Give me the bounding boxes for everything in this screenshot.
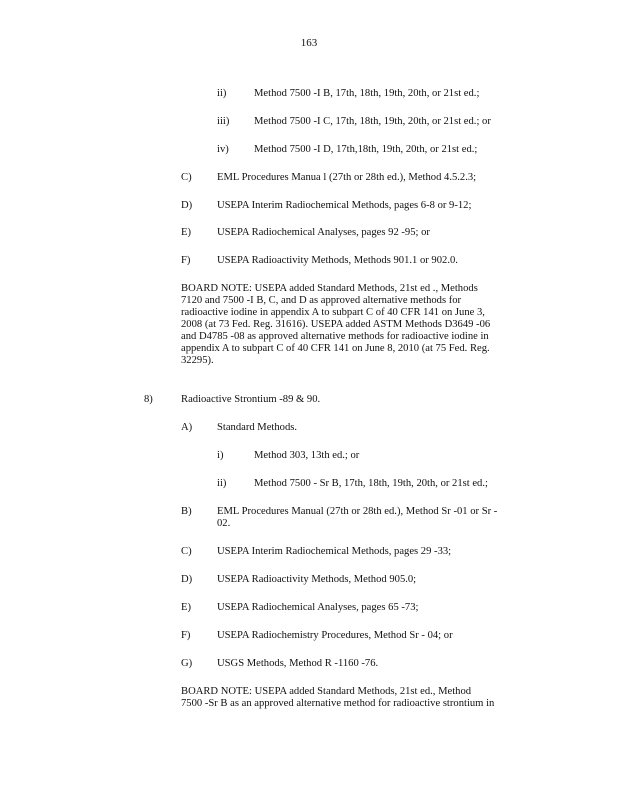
note-line: 7500 -Sr B as an approved alternative method for radioactive strontium in — [181, 698, 495, 709]
subsection-text: EML Procedures Manual (27th or 28th ed.), Method Sr -01 or Sr - — [217, 506, 498, 517]
subsection-text: EML Procedures Manua l (27th or 28th ed.), Method 4.5.2.3; — [217, 172, 477, 183]
subsection-text: USEPA Radioactivity Methods, Methods 901.1 or 902.0. — [217, 255, 458, 266]
subsection-marker: D) — [181, 200, 193, 211]
section-title: Radioactive Strontium -89 & 90. — [181, 394, 321, 405]
subsection-marker: A) — [181, 422, 193, 433]
note-line: and D4785 -08 as approved alternative methods for radioactive iodine in — [181, 331, 489, 342]
item-text: Method 303, 13th ed.; or — [254, 450, 360, 461]
subsection-text: USEPA Radiochemical Analyses, pages 65 -73; — [217, 602, 419, 613]
subsection-text-continued: 02. — [217, 518, 231, 529]
subsection-marker: C) — [181, 172, 192, 183]
subsection-marker: C) — [181, 546, 192, 557]
page-number: 163 — [300, 37, 318, 49]
item-marker: ii) — [217, 88, 227, 99]
note-line: 2008 (at 73 Fed. Reg. 31616). USEPA added ASTM Methods D3649 -06 — [181, 319, 491, 330]
subsection-text: Standard Methods. — [217, 422, 298, 433]
subsection-marker: E) — [181, 227, 191, 238]
item-marker: iv) — [217, 144, 229, 155]
note-line: appendix A to subpart C of 40 CFR 141 on June 8, 2010 (at 75 Fed. Reg. — [181, 343, 490, 354]
item-marker: i) — [217, 450, 224, 461]
note-line: radioactive iodine in appendix A to subpart C of 40 CFR 141 on June 3, — [181, 307, 485, 318]
item-text: Method 7500 -I C, 17th, 18th, 19th, 20th, or 21st ed.; or — [254, 116, 491, 127]
subsection-marker: F) — [181, 255, 191, 266]
subsection-marker: B) — [181, 506, 192, 517]
note-line: 7120 and 7500 -I B, C, and D as approved alternative methods for — [181, 295, 462, 306]
note-line: BOARD NOTE: USEPA added Standard Methods, 21st ed., Method — [181, 686, 472, 697]
subsection-text: USEPA Radiochemistry Procedures, Method Sr - 04; or — [217, 630, 453, 641]
subsection-text: USGS Methods, Method R -1160 -76. — [217, 658, 379, 669]
subsection-marker: E) — [181, 602, 191, 613]
item-marker: iii) — [217, 116, 230, 127]
item-marker: ii) — [217, 478, 227, 489]
item-text: Method 7500 -I D, 17th,18th, 19th, 20th, or 21st ed.; — [254, 144, 478, 155]
section-marker: 8) — [144, 394, 153, 405]
item-text: Method 7500 -I B, 17th, 18th, 19th, 20th, or 21st ed.; — [254, 88, 480, 99]
subsection-marker: F) — [181, 630, 191, 641]
item-text: Method 7500 - Sr B, 17th, 18th, 19th, 20th, or 21st ed.; — [254, 478, 488, 489]
subsection-text: USEPA Interim Radiochemical Methods, pages 6-8 or 9-12; — [217, 200, 472, 211]
subsection-text: USEPA Radioactivity Methods, Method 905.0; — [217, 574, 417, 585]
subsection-text: USEPA Radiochemical Analyses, pages 92 -95; or — [217, 227, 430, 238]
subsection-marker: G) — [181, 658, 193, 669]
subsection-marker: D) — [181, 574, 193, 585]
note-line: BOARD NOTE: USEPA added Standard Methods, 21st ed ., Methods — [181, 283, 478, 294]
subsection-text: USEPA Interim Radiochemical Methods, pages 29 -33; — [217, 546, 452, 557]
note-line: 32295). — [181, 355, 214, 366]
